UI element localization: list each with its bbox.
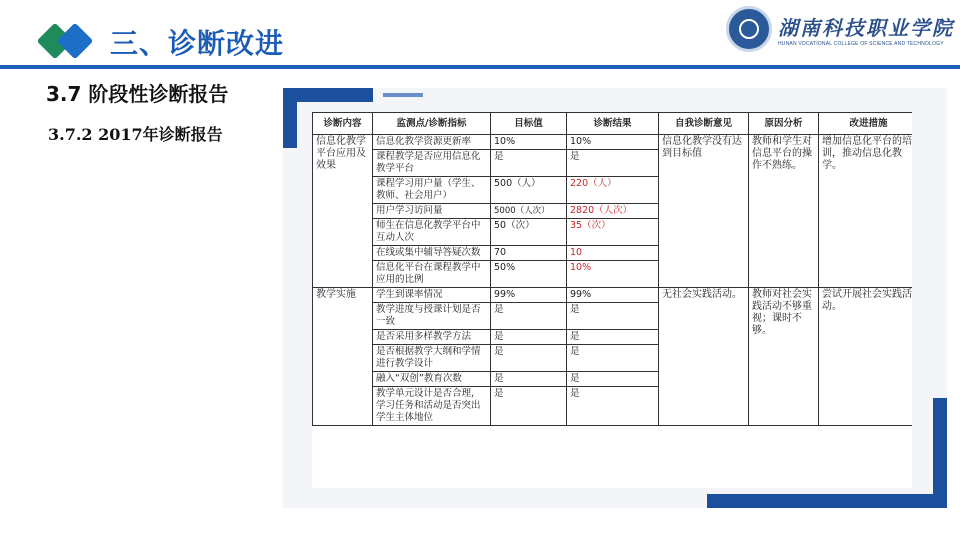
column-header: 原因分析 [749, 113, 819, 135]
target-cell: 70 [491, 246, 567, 261]
header-title: 三、诊断改进 [110, 27, 285, 60]
result-cell: 10% [567, 261, 659, 288]
indicator-cell: 学生到课率情况 [373, 288, 491, 303]
result-cell: 35（次） [567, 219, 659, 246]
column-header: 目标值 [491, 113, 567, 135]
indicator-cell: 课程教学是否应用信息化教学平台 [373, 150, 491, 177]
result-cell: 是 [567, 387, 659, 426]
target-cell: 是 [491, 372, 567, 387]
indicator-cell: 融入“双创”教育次数 [373, 372, 491, 387]
result-cell: 99% [567, 288, 659, 303]
result-cell: 220（人） [567, 177, 659, 204]
table-row [313, 288, 913, 303]
column-header: 诊断内容 [313, 113, 373, 135]
target-cell: 99% [491, 288, 567, 303]
column-header: 诊断结果 [567, 113, 659, 135]
indicator-cell: 用户学习访问量 [373, 204, 491, 219]
target-cell: 50% [491, 261, 567, 288]
result-cell: 是 [567, 150, 659, 177]
frame-corner [933, 398, 947, 508]
result-cell: 是 [567, 330, 659, 345]
frame-corner [707, 494, 947, 508]
indicator-cell: 课程学习用户量（学生、教师、社会用户） [373, 177, 491, 204]
measure-cell: 增加信息化平台的培训，推动信息化教学。 [819, 135, 913, 288]
section-title: 3.7 阶段性诊断报告 [46, 82, 229, 106]
column-header: 改进措施 [819, 113, 913, 135]
indicator-cell: 是否根据教学大纲和学情进行教学设计 [373, 345, 491, 372]
sub-title: 3.7.2 2017年诊断报告 [48, 125, 223, 144]
target-cell: 500（人） [491, 177, 567, 204]
indicator-cell: 在线或集中辅导答疑次数 [373, 246, 491, 261]
reason-cell: 教师和学生对信息平台的操作不熟练。 [749, 135, 819, 288]
target-cell: 是 [491, 303, 567, 330]
table-header-row [313, 113, 913, 135]
reason-cell: 教师对社会实践活动不够重视；课时不够。 [749, 288, 819, 426]
column-header: 自我诊断意见 [659, 113, 749, 135]
indicator-cell: 信息化教学资源更新率 [373, 135, 491, 150]
category-cell: 教学实施 [313, 288, 373, 426]
header-bar [0, 0, 960, 70]
college-logo [726, 6, 956, 56]
indicator-cell: 是否采用多样教学方法 [373, 330, 491, 345]
result-cell: 10 [567, 246, 659, 261]
opinion-cell: 信息化教学没有达到目标值 [659, 135, 749, 288]
blue-diamond-icon [57, 23, 94, 60]
target-cell: 是 [491, 330, 567, 345]
category-cell: 信息化教学平台应用及效果 [313, 135, 373, 288]
frame-stripe [383, 93, 423, 97]
target-cell: 5000（人次） [491, 204, 567, 219]
table-row [313, 135, 913, 150]
measure-cell: 尝试开展社会实践活动。 [819, 288, 913, 426]
opinion-cell: 无社会实践活动。 [659, 288, 749, 426]
result-cell: 是 [567, 303, 659, 330]
target-cell: 是 [491, 345, 567, 372]
indicator-cell: 教学单元设计是否合理，学习任务和活动是否突出学生主体地位 [373, 387, 491, 426]
college-name: 湖南科技职业学院 [778, 16, 954, 40]
frame-corner [283, 88, 297, 148]
target-cell: 50（次） [491, 219, 567, 246]
target-cell: 是 [491, 387, 567, 426]
header-divider [0, 65, 960, 69]
result-cell: 10% [567, 135, 659, 150]
college-english-name: HUNAN VOCATIONAL COLLEGE OF SCIENCE AND TECHNOLOGY [778, 41, 944, 47]
column-header: 监测点/诊断指标 [373, 113, 491, 135]
diamond-logo-icon [40, 24, 100, 58]
indicator-cell: 教学进度与授课计划是否一致 [373, 303, 491, 330]
report-document [312, 112, 912, 488]
target-cell: 是 [491, 150, 567, 177]
result-cell: 是 [567, 345, 659, 372]
college-seal-icon [726, 6, 772, 52]
result-cell: 是 [567, 372, 659, 387]
diagnosis-table [312, 112, 912, 426]
result-cell: 2820（人次） [567, 204, 659, 219]
indicator-cell: 师生在信息化教学平台中互动人次 [373, 219, 491, 246]
target-cell: 10% [491, 135, 567, 150]
indicator-cell: 信息化平台在课程教学中应用的比例 [373, 261, 491, 288]
